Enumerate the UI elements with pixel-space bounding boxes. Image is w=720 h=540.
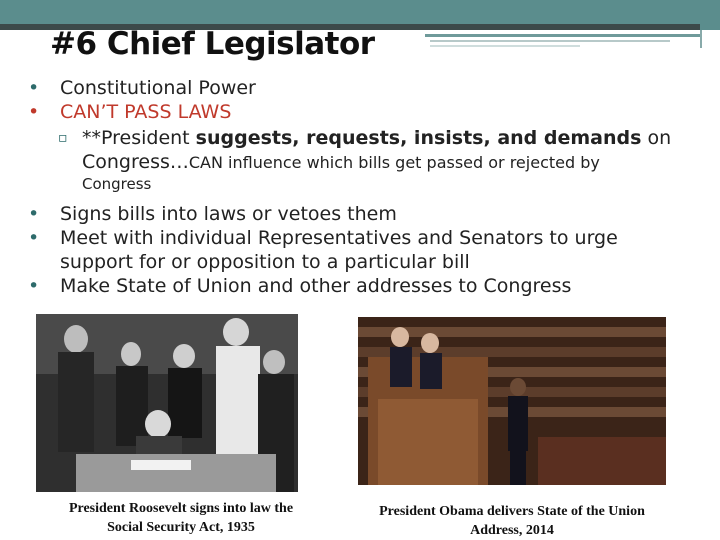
bullet-text: Constitutional Power (60, 77, 256, 99)
sub-bullet-item (58, 126, 678, 194)
bullet-item (28, 226, 678, 274)
slide-title: #6 Chief Legislator (50, 26, 375, 62)
bullet-text: support for or opposition to a particular bill (60, 251, 470, 273)
sub-text: on (641, 127, 672, 149)
photo-illustration (358, 317, 666, 485)
sub-text-bold: suggests, requests, insists, and demands (195, 127, 642, 149)
sub-text: CAN influence which bills get passed or rejected by (188, 153, 600, 172)
sub-text: Congress… (82, 151, 189, 173)
title-rule (430, 40, 670, 42)
caption-line: Social Security Act, 1935 (107, 520, 255, 535)
sub-bullet-line (82, 150, 678, 174)
sub-bullet-line (82, 126, 678, 150)
bullet-item (28, 76, 678, 100)
caption-line: President Obama delivers State of the Union (379, 504, 645, 519)
bullet-text: CAN’T PASS LAWS (60, 101, 232, 123)
bullet-item (28, 274, 678, 298)
bullet-list (28, 76, 678, 298)
bullet-text: Meet with individual Representatives and Senators to urge (60, 227, 618, 249)
side-rule (700, 30, 702, 48)
title-rule (425, 34, 700, 37)
photo-illustration (36, 314, 298, 492)
bullet-text: Signs bills into laws or vetoes them (60, 203, 397, 225)
sub-text: **President (82, 127, 196, 149)
bullet-dot-icon: • (28, 275, 40, 297)
bullet-item (28, 100, 678, 124)
roosevelt-photo (36, 314, 298, 492)
bullet-dot-icon: • (28, 101, 40, 123)
bullet-text: Make State of Union and other addresses to Congress (60, 275, 572, 297)
bullet-dot-icon: • (28, 77, 40, 99)
sub-bullet-line: Congress (82, 175, 152, 193)
bullet-item (28, 202, 678, 226)
bullet-dot-icon: • (28, 203, 40, 225)
caption-line: President Roosevelt signs into law the (68, 501, 294, 516)
right-photo-caption (352, 502, 672, 540)
obama-photo (358, 317, 666, 485)
top-right-block (700, 0, 720, 30)
top-accent-bar (0, 0, 700, 24)
left-photo-caption (36, 499, 326, 537)
square-bullet-icon: ▫ (58, 130, 68, 146)
bullet-dot-icon: • (28, 227, 40, 249)
title-rule (430, 45, 580, 47)
caption-line: Address, 2014 (470, 523, 554, 538)
